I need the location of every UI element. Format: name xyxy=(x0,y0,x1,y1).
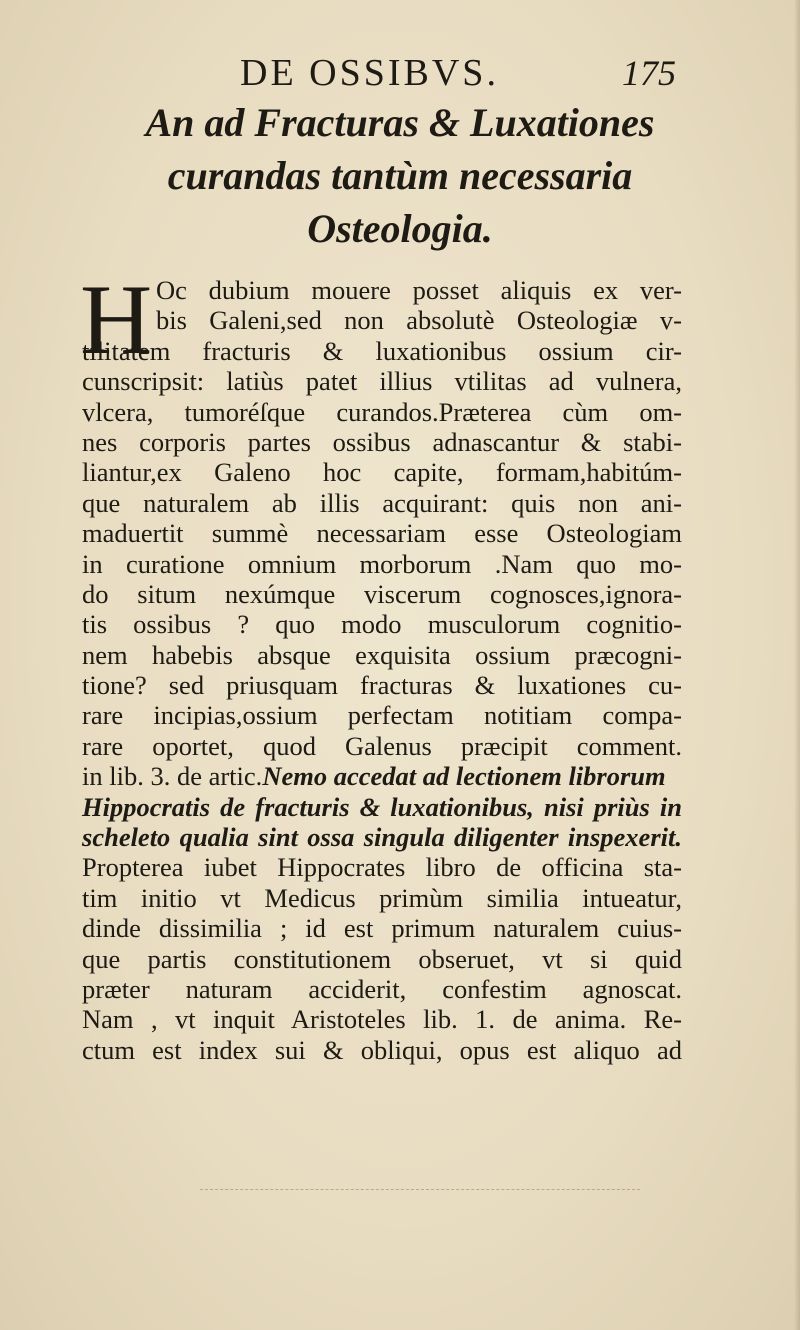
text-line: nem habebis absque exquisita ossium præcogni- xyxy=(82,639,682,670)
text-line-with-quote xyxy=(82,761,682,791)
quote-line: scheleto qualia sint ossa singula diligenter inspexerit. xyxy=(82,822,682,853)
text-line: tis ossibus ? quo modo musculorum cognitio- xyxy=(82,609,682,640)
text-line: ctum est index sui & obliqui, opus est aliquo ad xyxy=(82,1034,682,1065)
chapter-heading xyxy=(60,96,740,255)
page-divider xyxy=(200,1189,640,1190)
text-span: in lib. 3. de artic. xyxy=(82,761,263,792)
text-line: præter naturam acciderit, confestim agnoscat. xyxy=(82,973,682,1004)
text-line: bis Galeni,sed non absolutè Osteologiæ v- xyxy=(156,305,682,336)
text-line: in curatione omnium morborum .Nam quo mo- xyxy=(82,548,682,579)
text-line: rare incipias,ossium perfectam notitiam compa- xyxy=(82,700,682,731)
text-line: Nam , vt inquit Aristoteles lib. 1. de anima. Re- xyxy=(82,1004,682,1035)
text-line: nes corporis partes ossibus adnascantur & stabi- xyxy=(82,426,682,457)
drop-cap-initial: H xyxy=(80,264,153,375)
body-paragraph xyxy=(80,264,682,1065)
text-line: que partis constitutionem obseruet, vt si quid xyxy=(82,943,682,974)
text-line: rare oportet, quod Galenus præcipit comment. xyxy=(82,730,682,761)
text-line: tim initio vt Medicus primùm similia intueatur, xyxy=(82,882,682,913)
text-line: Propterea iubet Hippocrates libro de officina sta- xyxy=(82,852,682,883)
running-title: DE OSSIBVS. xyxy=(240,52,499,94)
quote-start: Nemo accedat ad lectionem librorum xyxy=(262,761,666,792)
quote-line: Hippocratis de fracturis & luxationibus, nisi priùs in xyxy=(82,791,682,822)
text-line: que naturalem ab illis acquirant: quis non ani- xyxy=(82,487,682,518)
text-line: vlcera, tumoréſque curandos.Præterea cùm om- xyxy=(82,396,682,427)
page-edge-shadow xyxy=(794,0,800,1330)
text-line: tilitatem fracturis & luxationibus ossium cir- xyxy=(82,335,682,366)
chapter-heading-line: curandas tantùm necessaria xyxy=(167,153,633,198)
text-line: do situm nexúmque viscerum cognosces,ignora- xyxy=(82,578,682,609)
text-line: liantur,ex Galeno hoc capite, formam,habitúm- xyxy=(82,457,682,488)
chapter-heading-line: An ad Fracturas & Luxationes xyxy=(145,100,655,145)
text-line: Oc dubium mouere posset aliquis ex ver- xyxy=(156,275,682,305)
text-line: maduertit summè necessariam esse Osteologiam xyxy=(82,518,682,549)
running-head xyxy=(0,48,800,98)
page-number: 175 xyxy=(622,53,676,93)
chapter-heading-line: Osteologia. xyxy=(307,206,493,251)
text-line: tione? sed priusquam fracturas & luxationes cu- xyxy=(82,670,682,701)
text-line: dinde dissimilia ; id est primum naturalem cuius- xyxy=(82,913,682,944)
text-line: cunscripsit: latiùs patet illius vtilitas ad vulnera, xyxy=(82,366,682,397)
